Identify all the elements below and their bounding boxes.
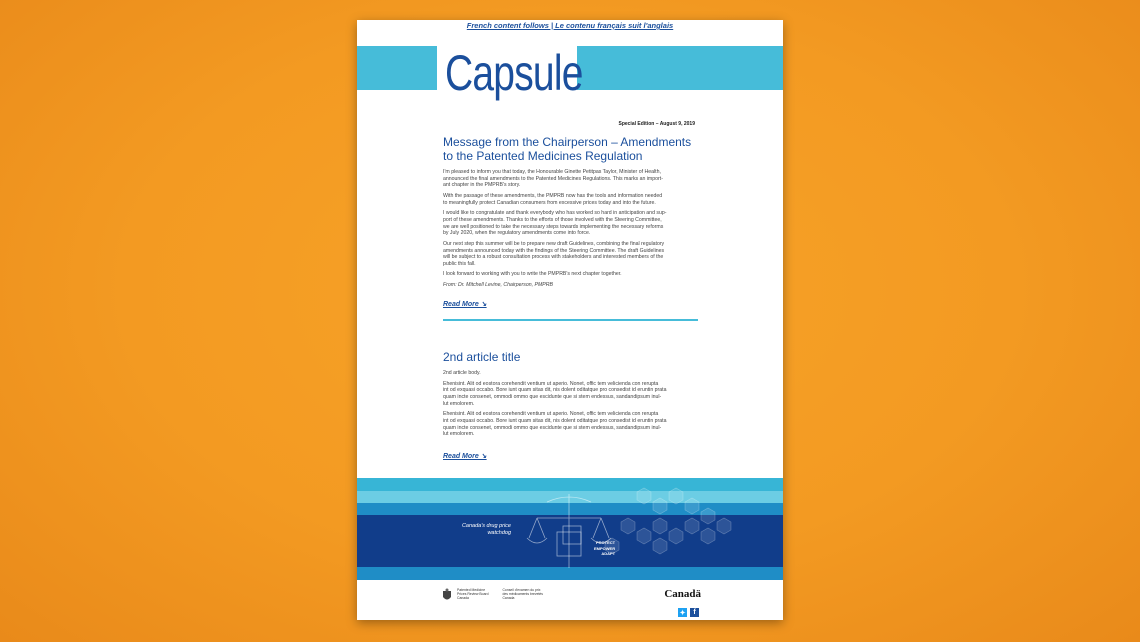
section-divider: [443, 319, 698, 321]
agency-signature: Patented Medicine Prices Review Board Canada Conseil d'examen du prix des médicaments brevetés Canada: [441, 588, 543, 604]
article-2-title: 2nd article title: [443, 350, 521, 364]
article-2-paragraph: Ehenisint. Alit od eostora corehendit ventium ut aperio. Nonet, offic tem velicienda con rerupta int od exquasi occabo. Bore iunt quam sitas dit, nis dolent oditatque pro consedist id eruntin prata quam incte consenet, ommodi ommo que escidunte que si stem endessus, sandandipsum inul- lut emolorem.: [443, 411, 667, 438]
edition-date: Special Edition – August 9, 2019: [618, 121, 695, 127]
facebook-icon[interactable]: f: [690, 608, 699, 617]
footer-tagline: Canada's drug price watchdog: [461, 523, 511, 536]
language-note-link[interactable]: French content follows | Le contenu français suit l'anglais: [466, 21, 674, 30]
article-1-paragraph: With the passage of these amendments, the PMPRB now has the tools and information needed to meaningfully protect Canadian consumers from excessive prices today and into the future.: [443, 192, 663, 206]
footer-pillars: PROTECT EMPOWER ADAPT: [594, 540, 616, 556]
article-1-paragraph: I look forward to working with you to write the PMPRB's next chapter together.: [443, 271, 622, 278]
article-1-signature: From: Dr. Mitchell Levine, Chairperson, PMPRB: [443, 282, 553, 289]
footer-graphic: [357, 478, 783, 581]
article-1-paragraph: I would like to congratulate and thank everybody who has worked so hard in anticipation and sup- port of these amendments. Thanks to the efforts of those involved with the Steering Committee, we are well positioned to take the necessary steps towards implementing the necessary reforms by July 2020, when the regulatory amendments come into force.: [443, 210, 667, 237]
article-2-paragraph: 2nd article body.: [443, 370, 481, 376]
article-1: [443, 135, 698, 321]
article-1-paragraph: I'm pleased to inform you that today, the Honourable Ginette Petitpas Taylor, Minister of Health, announced the final amendments to the Patented Medicines Regulations. This marks an import- ant chapter in the PMPRB's story.: [443, 169, 663, 189]
logo-box: [437, 38, 583, 118]
scale-hexagon-illustration: [357, 478, 783, 581]
article-2: [443, 350, 698, 463]
social-links: [678, 608, 699, 617]
footer-bottom: [357, 581, 783, 620]
read-more-link[interactable]: Read More ↘: [443, 452, 487, 460]
coat-of-arms-icon: [441, 588, 453, 604]
canada-wordmark: Canadä: [664, 588, 701, 600]
article-1-paragraph: Our next step this summer will be to prepare new draft Guidelines, combining the final regulatory amendments announced today with the findings of the Steering Committee. The draft Guidelines will be subject to a robust consultation process with stakeholders and interested members of the public this fall.: [443, 240, 665, 267]
capsule-logo: Capsule: [445, 45, 583, 101]
twitter-icon[interactable]: ✦: [679, 609, 686, 617]
article-1-title: Message from the Chairperson – Amendments to the Patented Medicines Regulation: [443, 135, 692, 163]
article-2-paragraph: Ehenisint. Alit od eostora corehendit ventium ut aperio. Nonet, offic tem velicienda con rerupta int od exquasi occabo. Bore iunt quam sitas dit, nis dolent oditatque pro consedist id eruntin prata quam incte consenet, ommodi ommo que escidunte que si stem endessus, sandandipsum inul- lut emolorem.: [443, 380, 667, 407]
newsletter-page: [357, 20, 783, 620]
read-more-link[interactable]: Read More ↘: [443, 301, 487, 309]
